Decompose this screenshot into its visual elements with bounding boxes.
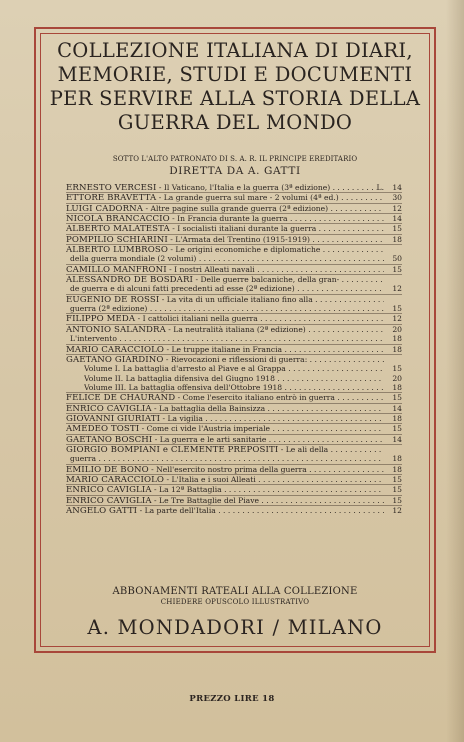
entry-text [84,383,384,392]
entry-title: - Le ali della [278,444,329,454]
entry-title: guerra (2ª edizione) [70,304,148,314]
entry-author: ANTONIO SALANDRA [66,324,166,335]
entry-author: ENRICO CAVIGLIA [66,403,152,414]
entry-price: 12 [392,506,402,515]
entry-title: - Come l'esercito italiano entrò in guerra [175,393,335,403]
entry-author: ETTORE BRAVETTA [66,193,157,204]
entry-title: - Le origini economiche e diplomatiche [167,245,321,255]
list-item [66,345,402,354]
entry-title: - Come ci vide l'Austria imperiale [139,424,271,434]
list-item [66,393,402,402]
entry-price: 12 [392,284,402,294]
entry-price: 15 [392,474,402,484]
entry-price: 20 [392,373,402,383]
entry-text [66,424,384,434]
list-item [66,295,402,304]
entry-text [66,475,384,485]
entry-price: 14 [392,403,402,413]
entry-price: 15 [392,393,402,403]
entry-title: - Il Vaticano, l'Italia e la guerra (3ª edizione) [156,183,331,192]
list-item [66,485,402,494]
entry-author: NICOLA BRANCACCIO [66,214,170,225]
entry-author: ALBERTO LUMBROSO [66,245,168,256]
list-item [66,245,402,254]
entry-title: - La parte dell'Italia [137,506,216,515]
entry-title: - I nostri Alleati navali [166,264,255,274]
entry-text [70,284,384,293]
entry-title: - La 12ª Battaglia [151,485,222,495]
entry-text [66,204,384,214]
entry-author: FILIPPO MEDA [66,314,136,325]
list-item [66,193,402,202]
entry-text [66,183,377,193]
entry-title: - La grande guerra sul mare - 2 volumi (4ª ed.) [156,193,339,203]
entry-price: 18 [392,413,402,423]
entry-price: 15 [392,304,402,314]
entry-text [66,393,384,403]
list-item [66,465,402,474]
entry-price: 18 [392,454,402,464]
entry-title: - Rievocazioni e riflessioni di guerra: [163,354,308,364]
publisher-line: A. MONDADORI / MILANO [87,616,383,639]
list-item [66,355,402,364]
list-item [66,414,402,423]
entry-price: 18 [392,334,402,344]
page-edge-shadow [446,0,464,742]
title-line: COLLEZIONE ITALIANA DI DIARI, [57,39,413,62]
currency-label: L. [376,183,384,192]
entry-title: - La battaglia della Bainsizza [151,403,266,413]
entry-price: 18 [392,344,402,354]
entry-price: 15 [392,364,402,374]
list-item [66,445,402,454]
entry-author: EMILIO DE BONO [66,464,149,475]
entry-author: ERNESTO VERCESI [66,183,157,193]
entry-price: 12 [392,314,402,324]
entry-author: ENRICO CAVIGLIA [66,485,152,496]
list-item [66,374,402,383]
entry-price: 18 [392,234,402,244]
entry-title: Volume I. La battaglia d'arresto al Piave e al Grappa [84,364,286,374]
entry-price: 30 [392,193,402,203]
list-item [66,235,402,244]
entry-price: 15 [392,495,402,505]
entry-text [66,345,384,355]
entry-author: MARIO CARACCIOLO [66,474,165,485]
title-line: GUERRA DEL MONDO [117,111,353,134]
entry-author: GAETANO GIARDINO [66,354,164,365]
list-item [66,424,402,433]
entry-title: - Le Tre Battaglie del Piave [151,495,259,505]
list-item [66,254,402,263]
entry-author: ALESSANDRO DE BOSDARI [66,275,194,286]
entry-title: L'intervento [70,334,117,344]
list-item [66,284,402,293]
entry-author: AMEDEO TOSTI [66,424,140,435]
entry-price: 12 [392,203,402,213]
entry-text [66,214,384,224]
entry-price: 14 [392,214,402,224]
entry-author: GAETANO BOSCHI [66,434,153,445]
entry-text [66,414,384,424]
entry-price: 14 [392,183,402,192]
list-item [66,224,402,233]
entry-text [66,404,384,414]
entry-title: - I cattolici italiani nella guerra [135,314,258,324]
entry-title: - L'Italia e i suoi Alleati [164,474,256,484]
entry-price: 50 [392,254,402,264]
entry-title: - La guerra e le arti sanitarie [152,434,267,444]
list-item [66,364,402,373]
entry-title: - Nell'esercito nostro prima della guerra [148,464,307,474]
entry-author: ALBERTO MALATESTA [66,224,170,235]
patronage-line: SOTTO L'ALTO PATRONATO DI S. A. R. IL PRINCIPE EREDITARIO [112,155,358,163]
subscription-line: ABBONAMENTI RATEALI ALLA COLLEZIONE [112,586,358,597]
entry-author: MARIO CARACCIOLO [66,344,165,355]
list-item [66,334,402,343]
list-item [66,275,402,284]
entry-title: - La vigilia [160,413,203,423]
entry-text [66,506,384,516]
list-item [66,435,402,444]
entry-author: CAMILLO MANFRONI [66,264,167,275]
book-list [66,183,402,515]
list-item [66,454,402,463]
entry-author: GIORGIO BOMPIANI e CLEMENTE PREPOSITI [66,444,279,455]
entry-price: 14 [392,434,402,444]
entry-text [66,235,384,245]
entry-title: - L'Armata del Trentino (1915-1919) [167,234,310,244]
entry-author: FELICE DE CHAURAND [66,393,176,404]
list-item [66,183,402,192]
entry-text [66,435,384,445]
entry-title: - I socialisti italiani durante la guerra [169,224,317,234]
entry-author: POMPILIO SCHIARINI [66,234,168,245]
list-item [66,325,402,334]
entry-title: - Altre pagine sulla grande guerra (2ª edizione) [143,203,329,213]
entry-text [66,496,384,506]
entry-text [84,364,384,373]
entry-text [66,193,384,203]
title-line: PER SERVIRE ALLA STORIA DELLA [49,87,421,110]
entry-text [66,265,384,275]
list-item [66,404,402,413]
list-item [66,214,402,223]
entry-price: 15 [392,264,402,274]
entry-title: - In Francia durante la guerra [169,214,288,224]
entry-title: Volume II. La battaglia difensiva del Giugno 1918 [84,373,275,383]
entry-text [66,465,384,475]
entry-text [70,454,384,463]
entry-title: de guerra e di alcuni fatti precedenti ad esse (2ª edizione) [70,284,295,294]
editor-line: DIRETTA DA A. GATTI [169,165,301,177]
entry-text [66,314,384,324]
entry-price: 20 [392,324,402,334]
entry-price: 15 [392,224,402,234]
entry-author: ANGELO GATTI [66,506,138,516]
list-item [66,475,402,484]
entry-author: EUGENIO DE ROSSI [66,294,160,305]
list-item [66,496,402,505]
entry-text [66,485,384,495]
list-item [66,383,402,392]
list-item [66,506,402,515]
entry-price: 15 [392,485,402,495]
entry-price: 15 [392,424,402,434]
collection-title [44,39,426,135]
entry-text [70,334,384,343]
title-line: MEMORIE, STUDI E DOCUMENTI [57,63,413,86]
brochure-line: CHIEDERE OPUSCOLO ILLUSTRATIVO [160,598,310,606]
list-item [66,304,402,313]
entry-title: - La neutralità italiana (2ª edizione) [165,324,306,334]
entry-title: della guerra mondiale (2 volumi) [70,254,197,264]
entry-text [70,304,384,313]
entry-title: guerra [70,454,97,464]
entry-author: ENRICO CAVIGLIA [66,495,152,506]
entry-title: Volume III. La battaglia offensiva dell'Ottobre 1918 [84,382,283,392]
entry-author: GIOVANNI GIURIATI [66,413,161,424]
entry-text [66,224,384,234]
list-item [66,265,402,274]
entry-text [70,254,384,263]
list-item [66,204,402,213]
entry-title: - Delle guerre balcaniche, della gran- [193,275,340,285]
entry-author: LUIGI CADORNA [66,203,144,214]
list-item [66,314,402,323]
entry-price: 18 [392,464,402,474]
entry-price: 18 [392,382,402,392]
price-label: PREZZO LIRE 18 [189,694,275,704]
entry-title: - La vita di un ufficiale italiano fino alla [159,294,313,304]
entry-text [84,374,384,383]
entry-title: - Le truppe italiane in Francia [164,344,283,354]
